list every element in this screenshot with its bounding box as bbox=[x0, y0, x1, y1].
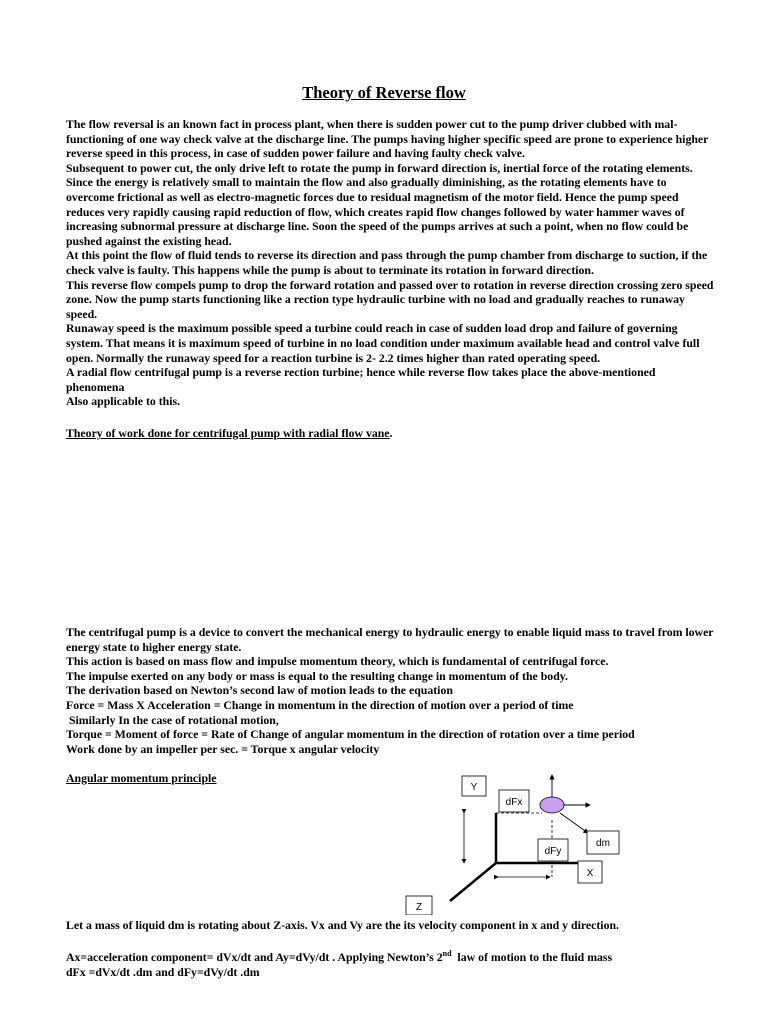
reverse-flow-section bbox=[66, 117, 716, 409]
centrifugal-pump-section bbox=[66, 625, 716, 756]
paragraph bbox=[66, 947, 726, 965]
work-done-heading bbox=[66, 426, 393, 441]
y-axis-label: Y bbox=[470, 782, 478, 793]
paragraph: The flow reversal is an known fact in process plant, when there is sudden power cut to the pump driver clubbed with mal-functioning of one way check valve at the discharge line. The pumps having higher specific speed are prone to experience higher reverse speed in this process, in case of sudden power failure and having faulty check valve. bbox=[66, 117, 709, 161]
paragraph: Subsequent to power cut, the only drive left to rotate the pump in forward direction is, inertial force of the rotating elements. Since the energy is relatively small to maintain the flow and also gradually diminishing, as the rotating elements have to overcome frictional as well as electro-magnetic forces due to residual magnetism of the motor field. Hence the pump speed reduces very rapidly causing rapid reduction of flow, which creates rapid flow changes followed by water hammer waves of increasing subnormal pressure at discharge line. Soon the speed of the pumps arrives at such a point, when no flow could be pushed against the existing head. bbox=[66, 160, 693, 248]
dfx-label: dFx bbox=[505, 797, 523, 808]
paragraph: Torque = Moment of force = Rate of Change of angular momentum in the direction of rotation over a time period bbox=[66, 727, 635, 742]
paragraph: Let a mass of liquid dm is rotating about Z-axis. Vx and Vy are the its velocity component in x and y direction. bbox=[66, 918, 619, 932]
newton-law-text bbox=[66, 947, 726, 979]
angular-momentum-heading-text: Angular momentum principle bbox=[66, 771, 217, 785]
paragraph: Force = Mass X Acceleration = Change in momentum in the direction of motion over a period of time bbox=[66, 697, 574, 712]
acceleration-text: Ax=acceleration component= dVx/dt and Ay=dVy/dt . Applying Newton’s 2 bbox=[66, 949, 443, 964]
z-axis-label: Z bbox=[415, 902, 423, 913]
paragraph: dFx =dVx/dt .dm and dFy=dVy/dt .dm bbox=[66, 964, 260, 979]
dfy-label: dFy bbox=[544, 846, 562, 857]
angular-momentum-heading bbox=[66, 771, 217, 786]
paragraph: A radial flow centrifugal pump is a reverse rection turbine; hence while reverse flow takes place the above-mentioned phenomena bbox=[66, 365, 656, 394]
paragraph: At this point the flow of fluid tends to reverse its direction and pass through the pump chamber from discharge to suction, if the check valve is faulty. This happens while the pump is about to terminate its rotation in forward direction. bbox=[66, 248, 708, 277]
x-axis-label: X bbox=[586, 868, 594, 879]
velocity-arrow bbox=[560, 813, 588, 833]
angular-momentum-diagram bbox=[400, 765, 630, 915]
heading-period: . bbox=[389, 426, 393, 440]
paragraph: This reverse flow compels pump to drop the forward rotation and passed over to rotation in reverse direction crossing zero speed zone. Now the pump starts functioning like a rection type hydraulic turbine with no load and gradually reaches to runaway speed. bbox=[66, 277, 714, 321]
paragraph: Runaway speed is the maximum possible speed a turbine could reach in case of sudden load drop and failure of governing system. That means it is maximum speed of turbine in no load condition under maximum available head and control valve full open. Normally the runaway speed for a reaction turbine is 2- 2.2 times higher than rated operating speed. bbox=[66, 321, 700, 365]
mass-rotation-text bbox=[66, 918, 726, 933]
ordinal-superscript: nd bbox=[442, 949, 452, 958]
paragraph: Also applicable to this. bbox=[66, 394, 181, 409]
paragraph: The derivation based on Newton’s second law of motion leads to the equation bbox=[66, 683, 453, 698]
paragraph: This action is based on mass flow and impulse momentum theory, which is fundamental of centrifugal force. bbox=[66, 654, 609, 669]
law-text: law of motion to the fluid mass bbox=[451, 949, 613, 964]
paragraph: Similarly In the case of rotational motion, bbox=[66, 712, 279, 727]
dm-label: dm bbox=[596, 838, 610, 849]
paragraph: The centrifugal pump is a device to convert the mechanical energy to hydraulic energy to enable liquid mass to travel from lower energy state to higher energy state. bbox=[66, 625, 714, 654]
work-done-heading-text: Theory of work done for centrifugal pump with radial flow vane bbox=[66, 426, 390, 440]
page-title: Theory of Reverse flow bbox=[302, 83, 466, 102]
paragraph: The impulse exerted on any body or mass is equal to the resulting change in momentum of the body. bbox=[66, 668, 568, 683]
paragraph: Work done by an impeller per sec. = Torque x angular velocity bbox=[66, 741, 380, 756]
z-axis bbox=[450, 863, 496, 901]
fluid-mass bbox=[540, 797, 564, 813]
